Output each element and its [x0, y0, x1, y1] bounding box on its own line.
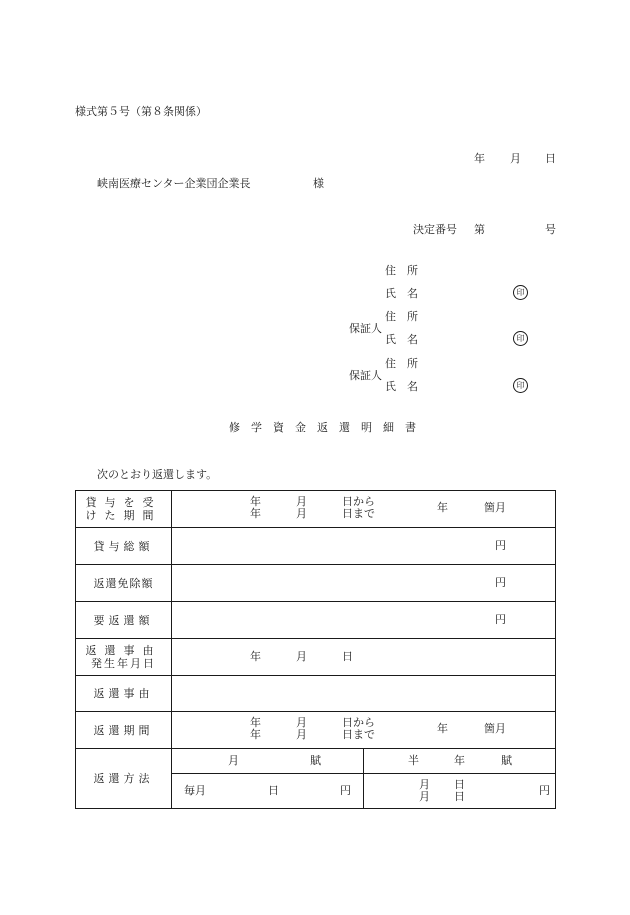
- guarantor2-address-label: 住 所: [385, 357, 418, 370]
- guarantor2-label: 保証人: [349, 369, 382, 382]
- loan-period-row: [76, 491, 556, 528]
- method-head-row: [76, 749, 556, 774]
- guarantor1-address-label: 住 所: [385, 310, 418, 323]
- date-month: 月: [510, 152, 521, 165]
- loan-period-label: 貸与を受 けた期間: [76, 491, 172, 528]
- semiannual-value: 月 日 月 日 円: [364, 774, 556, 809]
- reason-date-value: 年 月 日: [172, 639, 556, 676]
- reason-date-row: [76, 639, 556, 676]
- loan-period-value: 年 月 日から 年 月 日まで 年 箇月: [172, 491, 556, 528]
- semiannual-head: 半 年 賦: [364, 749, 556, 774]
- repay-period-value: 年 月 日から 年 月 日まで 年 箇月: [172, 712, 556, 749]
- method-label: 返還方法: [76, 749, 172, 809]
- reason-label: 返還事由: [76, 676, 172, 712]
- repayment-table: [75, 490, 556, 809]
- exemption-value: 円: [172, 565, 556, 602]
- applicant-seal-icon: 印: [513, 285, 528, 300]
- required-value: 円: [172, 602, 556, 639]
- required-row: [76, 602, 556, 639]
- guarantor1-seal-icon: 印: [513, 331, 528, 346]
- required-label: 要返還額: [76, 602, 172, 639]
- reason-value: [172, 676, 556, 712]
- applicant-address-label: 住 所: [385, 264, 418, 277]
- guarantor1-label: 保証人: [349, 322, 382, 335]
- guarantor2-name-label: 氏 名: [385, 380, 418, 393]
- guarantor2-seal-icon: 印: [513, 378, 528, 393]
- decision-label: 決定番号: [413, 223, 457, 236]
- loan-total-value: 円: [172, 528, 556, 565]
- guarantor1-name-label: 氏 名: [385, 333, 418, 346]
- decision-prefix: 第: [474, 223, 485, 236]
- date-day: 日: [545, 152, 556, 165]
- form-number: 様式第５号（第８条関係）: [75, 105, 207, 118]
- addressee-name: 峡南医療センター企業団企業長: [97, 177, 251, 190]
- monthly-value: 毎月 日 円: [172, 774, 364, 809]
- decision-suffix: 号: [545, 223, 556, 236]
- applicant-name-label: 氏 名: [385, 287, 418, 300]
- reason-date-label: 返還事由 発生年月日: [76, 639, 172, 676]
- monthly-head: 月 賦: [172, 749, 364, 774]
- intro-text: 次のとおり返還します。: [97, 468, 218, 481]
- loan-total-row: [76, 528, 556, 565]
- repay-period-label: 返還期間: [76, 712, 172, 749]
- document-title: 修学資金返還明細書: [229, 421, 427, 434]
- loan-total-label: 貸与総額: [76, 528, 172, 565]
- date-year: 年: [474, 152, 485, 165]
- addressee-honorific: 様: [313, 177, 324, 190]
- reason-row: [76, 676, 556, 712]
- repay-period-row: [76, 712, 556, 749]
- exemption-label: 返還免除額: [76, 565, 172, 602]
- exemption-row: [76, 565, 556, 602]
